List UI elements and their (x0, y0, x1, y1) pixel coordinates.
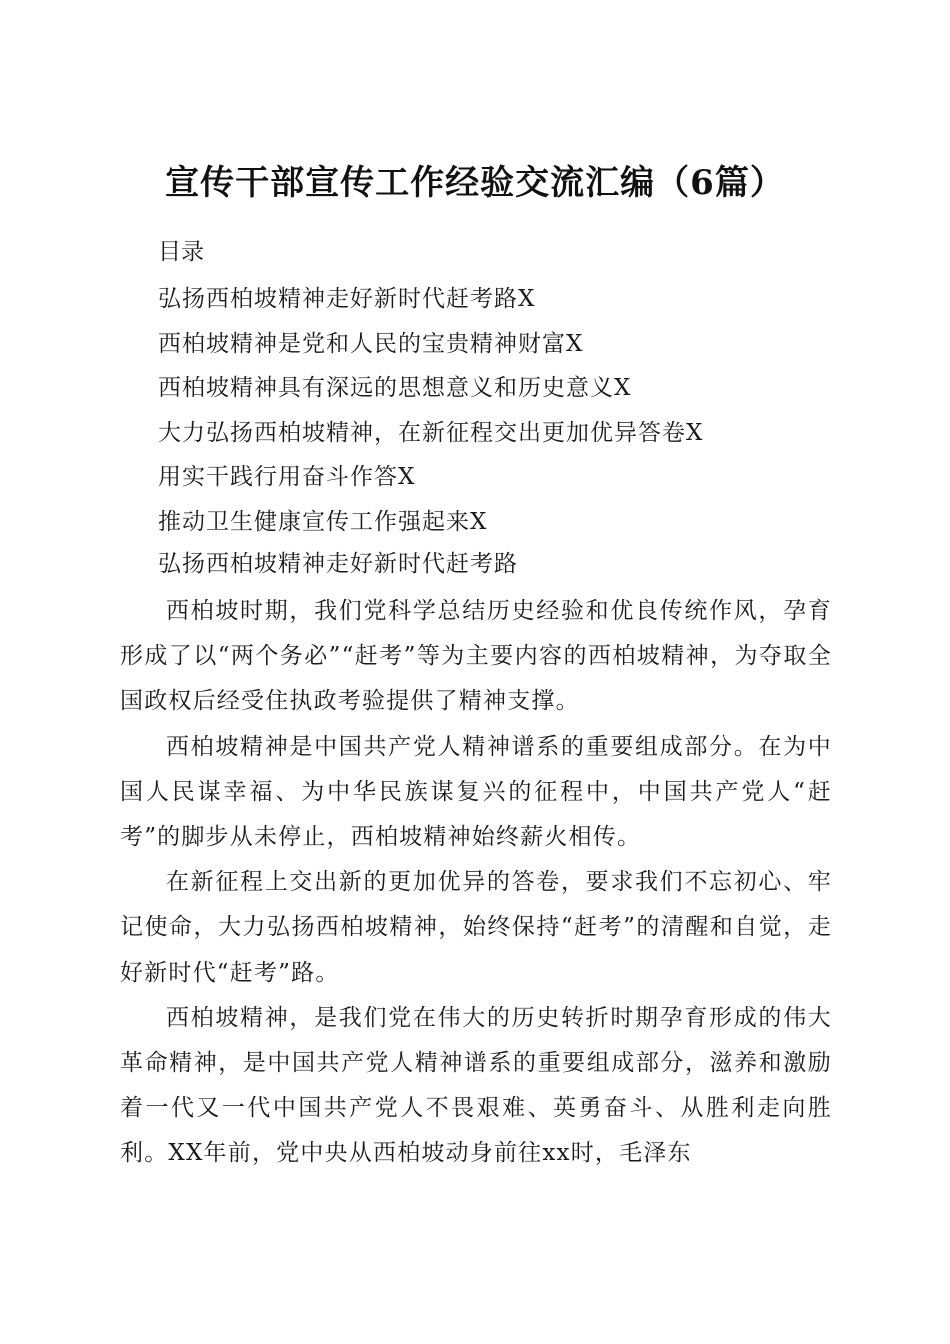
paragraph: 西柏坡精神是中国共产党人精神谱系的重要组成部分。在为中国人民谋幸福、为中华民族谋复兴的征程中，中国共产党人“赶考”的脚步从未停止，西柏坡精神始终薪火相传。 (120, 733, 832, 851)
toc-label: 目录 (158, 239, 204, 265)
section-heading: 弘扬西柏坡精神走好新时代赶考路 (158, 551, 518, 577)
body-text (120, 589, 832, 1177)
toc-item[interactable]: 西柏坡精神具有深远的思想意义和历史意义X (158, 375, 632, 401)
toc-item[interactable]: 大力弘扬西柏坡精神，在新征程交出更加优异答卷X (158, 419, 704, 446)
document-title: 宣传干部宣传工作经验交流汇编（6篇） (165, 162, 785, 203)
toc-item[interactable]: 推动卫生健康宣传工作强起来X (158, 508, 488, 535)
paragraph: 在新征程上交出新的更加优异的答卷，要求我们不忘初心、牢记使命，大力弘扬西柏坡精神，始终保持“赶考”的清醒和自觉，走好新时代“赶考”路。 (120, 869, 832, 986)
paragraph: 西柏坡时期，我们党科学总结历史经验和优良传统作风，孕育形成了以“两个务必”“赶考”等为主要内容的西柏坡精神，为夺取全国政权后经受住执政考验提供了精神支撑。 (120, 598, 832, 715)
toc-item[interactable]: 弘扬西柏坡精神走好新时代赶考路X (158, 286, 536, 312)
toc-item[interactable]: 用实干践行用奋斗作答X (158, 464, 416, 490)
paragraph: 西柏坡精神，是我们党在伟大的历史转折时期孕育形成的伟大革命精神，是中国共产党人精神谱系的重要组成部分，滋养和激励着一代又一代中国共产党人不畏艰难、英勇奋斗、从胜利走向胜利。XX年前，党中央从西柏坡动身前往xx时，毛泽东 (120, 1004, 832, 1167)
toc-item[interactable]: 西柏坡精神是党和人民的宝贵精神财富X (158, 330, 584, 357)
table-of-contents (158, 277, 703, 544)
